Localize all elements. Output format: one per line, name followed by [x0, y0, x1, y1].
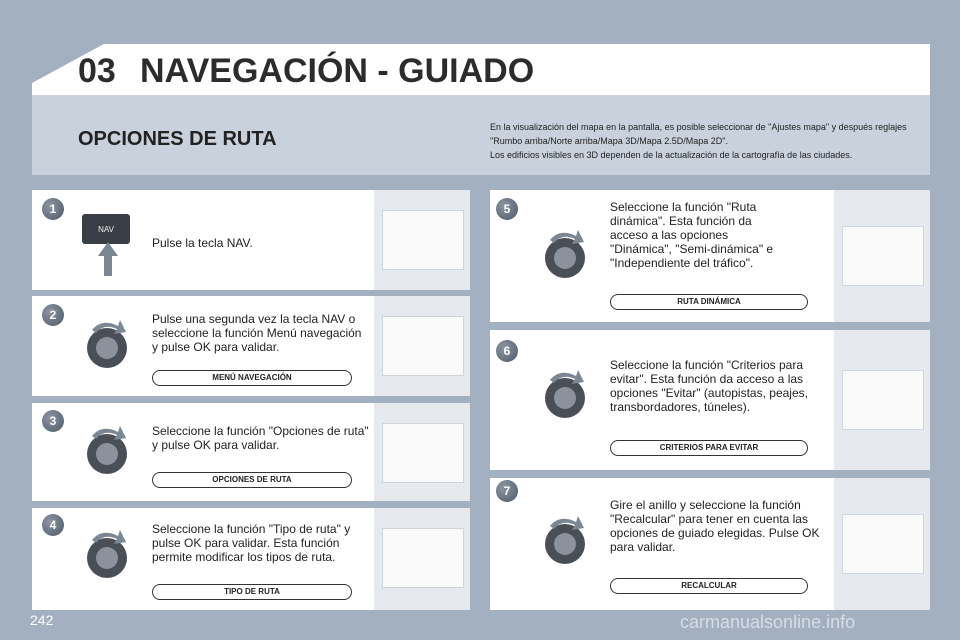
rotary-knob-icon	[82, 424, 132, 474]
step-text-3: Seleccione la función "Opciones de ruta" y pulse OK para validar.	[152, 424, 369, 452]
radio-image	[374, 403, 470, 501]
step-text-7: Gire el anillo y seleccione la función "Recalcular" para tener en cuenta las opciones de guiado elegidas. Pulse OK para validar.	[610, 498, 820, 554]
up-arrow-icon	[98, 242, 118, 276]
rotary-knob-icon	[540, 514, 590, 564]
rotary-knob-icon	[82, 528, 132, 578]
rotary-knob-icon	[82, 318, 132, 368]
step-text-4: Seleccione la función "Tipo de ruta" y pulse OK para validar. Esta función permite modificar los tipos de ruta.	[152, 522, 351, 564]
section-title: OPCIONES DE RUTA	[78, 128, 277, 150]
watermark: carmanualsonline.info	[680, 612, 856, 632]
page-title: NAVEGACIÓN - GUIADO	[140, 52, 535, 90]
rotary-knob-icon	[540, 228, 590, 278]
step-badge-7: 7	[496, 480, 518, 502]
menu-label-6: CRITERIOS PARA EVITAR	[610, 440, 808, 456]
step-badge-6: 6	[496, 340, 518, 362]
step-badge-2: 2	[42, 304, 64, 326]
menu-label-4: TIPO DE RUTA	[152, 584, 352, 600]
menu-label-7: RECALCULAR	[610, 578, 808, 594]
step-badge-1: 1	[42, 198, 64, 220]
intro-line-1: En la visualización del mapa en la pantalla, es posible seleccionar de "Ajustes mapa" y después reglajes "Rumbo arriba/Norte arriba/Mapa 3D/Mapa 2.5D/Mapa 2D".	[490, 122, 907, 146]
step-badge-4: 4	[42, 514, 64, 536]
menu-label-3: OPCIONES DE RUTA	[152, 472, 352, 488]
radio-image	[374, 190, 470, 290]
nav-key-icon	[82, 214, 130, 244]
step-badge-3: 3	[42, 410, 64, 432]
step-text-6: Seleccione la función "Criterios para evitar". Esta función da acceso a las opciones "Evitar" (autopistas, peajes, transbordadores, túneles).	[610, 358, 808, 414]
page-number: 242	[30, 612, 54, 628]
step-text-5: Seleccione la función "Ruta dinámica". Esta función da acceso a las opciones "Dinámica", "Semi-dinámica" e "Independiente del tráfico".	[610, 200, 774, 270]
menu-label-5: RUTA DINÁMICA	[610, 294, 808, 310]
radio-image	[834, 190, 930, 322]
chapter-number: 03	[78, 52, 116, 90]
rotary-knob-icon	[540, 368, 590, 418]
nav-key-label: NAV	[98, 224, 114, 234]
intro-line-2: Los edificios visibles en 3D dependen de la actualización de la cartografía de las ciudades.	[490, 150, 853, 160]
intro-text	[490, 120, 910, 162]
radio-image	[374, 508, 470, 610]
step-badge-5: 5	[496, 198, 518, 220]
menu-label-2: MENÚ NAVEGACIÓN	[152, 370, 352, 386]
radio-image	[834, 478, 930, 610]
radio-image	[834, 330, 930, 470]
step-text-1: Pulse la tecla NAV.	[152, 236, 253, 250]
radio-image	[374, 296, 470, 396]
step-text-2: Pulse una segunda vez la tecla NAV o seleccione la función Menú navegación y pulse OK para validar.	[152, 312, 362, 354]
